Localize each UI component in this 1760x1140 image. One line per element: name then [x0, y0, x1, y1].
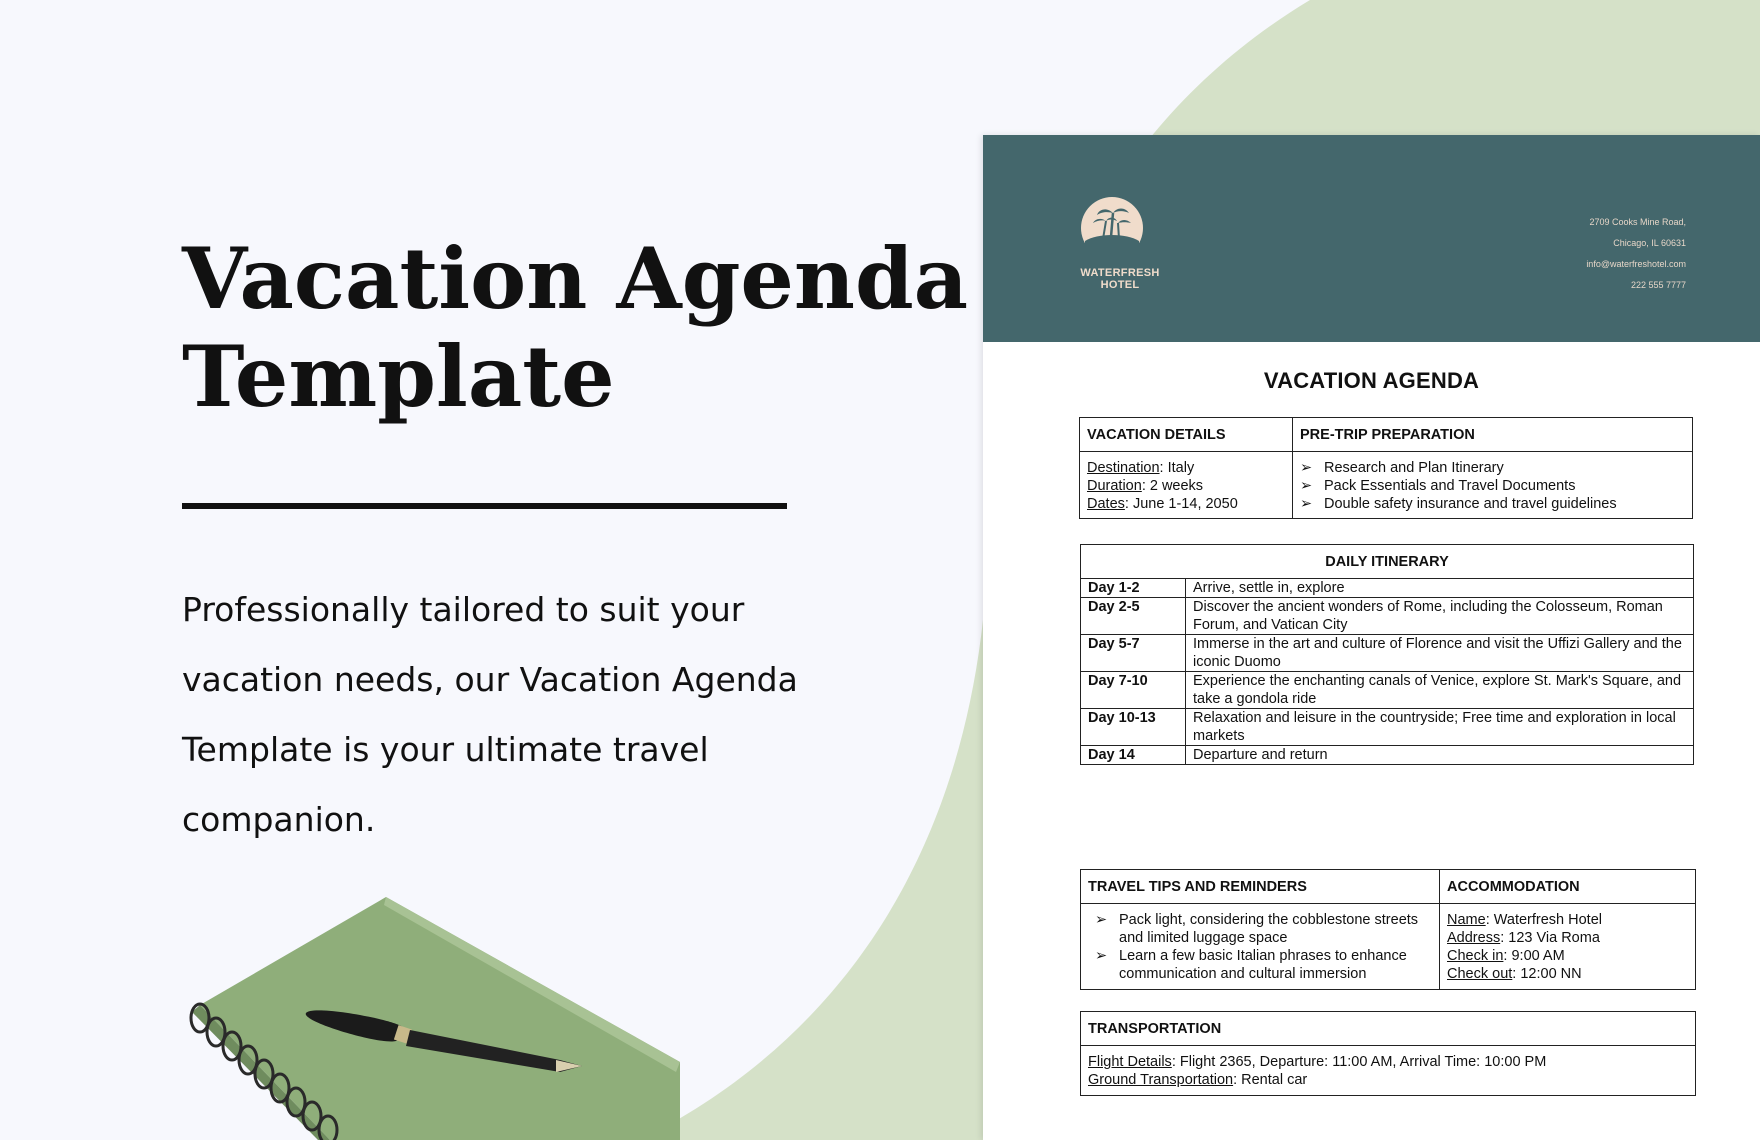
- accommodation-heading: ACCOMMODATION: [1440, 870, 1696, 904]
- itinerary-row: Day 1-2 Arrive, settle in, explore: [1081, 579, 1694, 598]
- itinerary-row: Day 2-5 Discover the ancient wonders of Rome, including the Colosseum, Roman Forum, and Vatican City: [1081, 598, 1694, 635]
- document-header-banner: [983, 135, 1760, 342]
- accommodation-cell: [1440, 904, 1696, 990]
- detail-item: Dates: June 1-14, 2050: [1087, 496, 1238, 512]
- tips-heading: TRAVEL TIPS AND REMINDERS: [1081, 870, 1440, 904]
- itinerary-row: Day 10-13 Relaxation and leisure in the countryside; Free time and exploration in local markets: [1081, 709, 1694, 746]
- itinerary-row: Day 5-7 Immerse in the art and culture of Florence and visit the Uffizi Gallery and the iconic Duomo: [1081, 635, 1694, 672]
- detail-item: Duration: 2 weeks: [1087, 478, 1204, 494]
- document-title: VACATION AGENDA: [1263, 368, 1480, 393]
- transportation-heading: TRANSPORTATION: [1081, 1012, 1696, 1046]
- hero-title: [182, 230, 968, 426]
- vacation-details-heading: VACATION DETAILS: [1080, 418, 1293, 452]
- accommodation-item: Name: Waterfresh Hotel: [1447, 912, 1602, 928]
- transportation-item: Ground Transportation: Rental car: [1088, 1072, 1308, 1088]
- arrow-bullet-icon: ➢: [1300, 496, 1313, 512]
- palm-island-logo-icon: [1079, 195, 1145, 261]
- itinerary-row: Day 7-10 Experience the enchanting canals of Venice, explore St. Mark's Square, and take a gondola ride: [1081, 672, 1694, 709]
- detail-item: Destination: Italy: [1087, 460, 1195, 476]
- arrow-bullet-icon: ➢: [1095, 948, 1108, 964]
- arrow-bullet-icon: ➢: [1300, 460, 1313, 476]
- pre-trip-cell: [1293, 452, 1693, 519]
- accommodation-item: Address: 123 Via Roma: [1447, 930, 1600, 946]
- itinerary-table: [1080, 544, 1694, 765]
- accommodation-item: Check out: 12:00 NN: [1447, 966, 1582, 982]
- vacation-details-cell: [1080, 452, 1293, 519]
- email-address: info@waterfreshotel.com: [1586, 259, 1686, 269]
- pre-trip-heading: PRE-TRIP PREPARATION: [1293, 418, 1693, 452]
- transportation-table: [1080, 1011, 1696, 1096]
- itinerary-heading: DAILY ITINERARY: [1081, 545, 1694, 579]
- hotel-contact: [1586, 212, 1686, 296]
- arrow-bullet-icon: ➢: [1095, 912, 1108, 928]
- hero-title-line1: Vacation Agenda: [182, 229, 969, 328]
- pre-trip-item: ➢ Pack Essentials and Travel Documents: [1300, 478, 1576, 494]
- pre-trip-item: ➢ Research and Plan Itinerary: [1300, 460, 1504, 476]
- address-line2: Chicago, IL 60631: [1613, 238, 1686, 248]
- tip-item: ➢ Learn a few basic Italian phrases to enhance communication and cultural immersion: [1095, 948, 1407, 982]
- tips-accommodation-table: [1080, 869, 1696, 990]
- phone-number: 222 555 7777: [1630, 280, 1686, 290]
- arrow-bullet-icon: ➢: [1300, 478, 1313, 494]
- address-line1: 2709 Cooks Mine Road,: [1589, 217, 1686, 227]
- transportation-item: Flight Details: Flight 2365, Departure: 11:00 AM, Arrival Time: 10:00 PM: [1088, 1054, 1547, 1070]
- itinerary-row: Day 14 Departure and return: [1081, 746, 1694, 765]
- hotel-name: WATERFRESH HOTEL: [1080, 267, 1160, 291]
- hero-description: Professionally tailored to suit your vacation needs, our Vacation Agenda Template is your ultimate travel companion.: [182, 590, 798, 839]
- document-preview: [983, 135, 1760, 1140]
- pre-trip-item: ➢ Double safety insurance and travel guidelines: [1300, 496, 1617, 512]
- hero-title-line2: Template: [182, 327, 615, 426]
- tips-cell: [1081, 904, 1440, 990]
- tip-item: ➢ Pack light, considering the cobblestone streets and limited luggage space: [1095, 912, 1419, 946]
- hero-divider: [182, 503, 787, 509]
- accommodation-item: Check in: 9:00 AM: [1447, 948, 1565, 964]
- details-table: [1079, 417, 1693, 519]
- transportation-cell: [1081, 1046, 1696, 1096]
